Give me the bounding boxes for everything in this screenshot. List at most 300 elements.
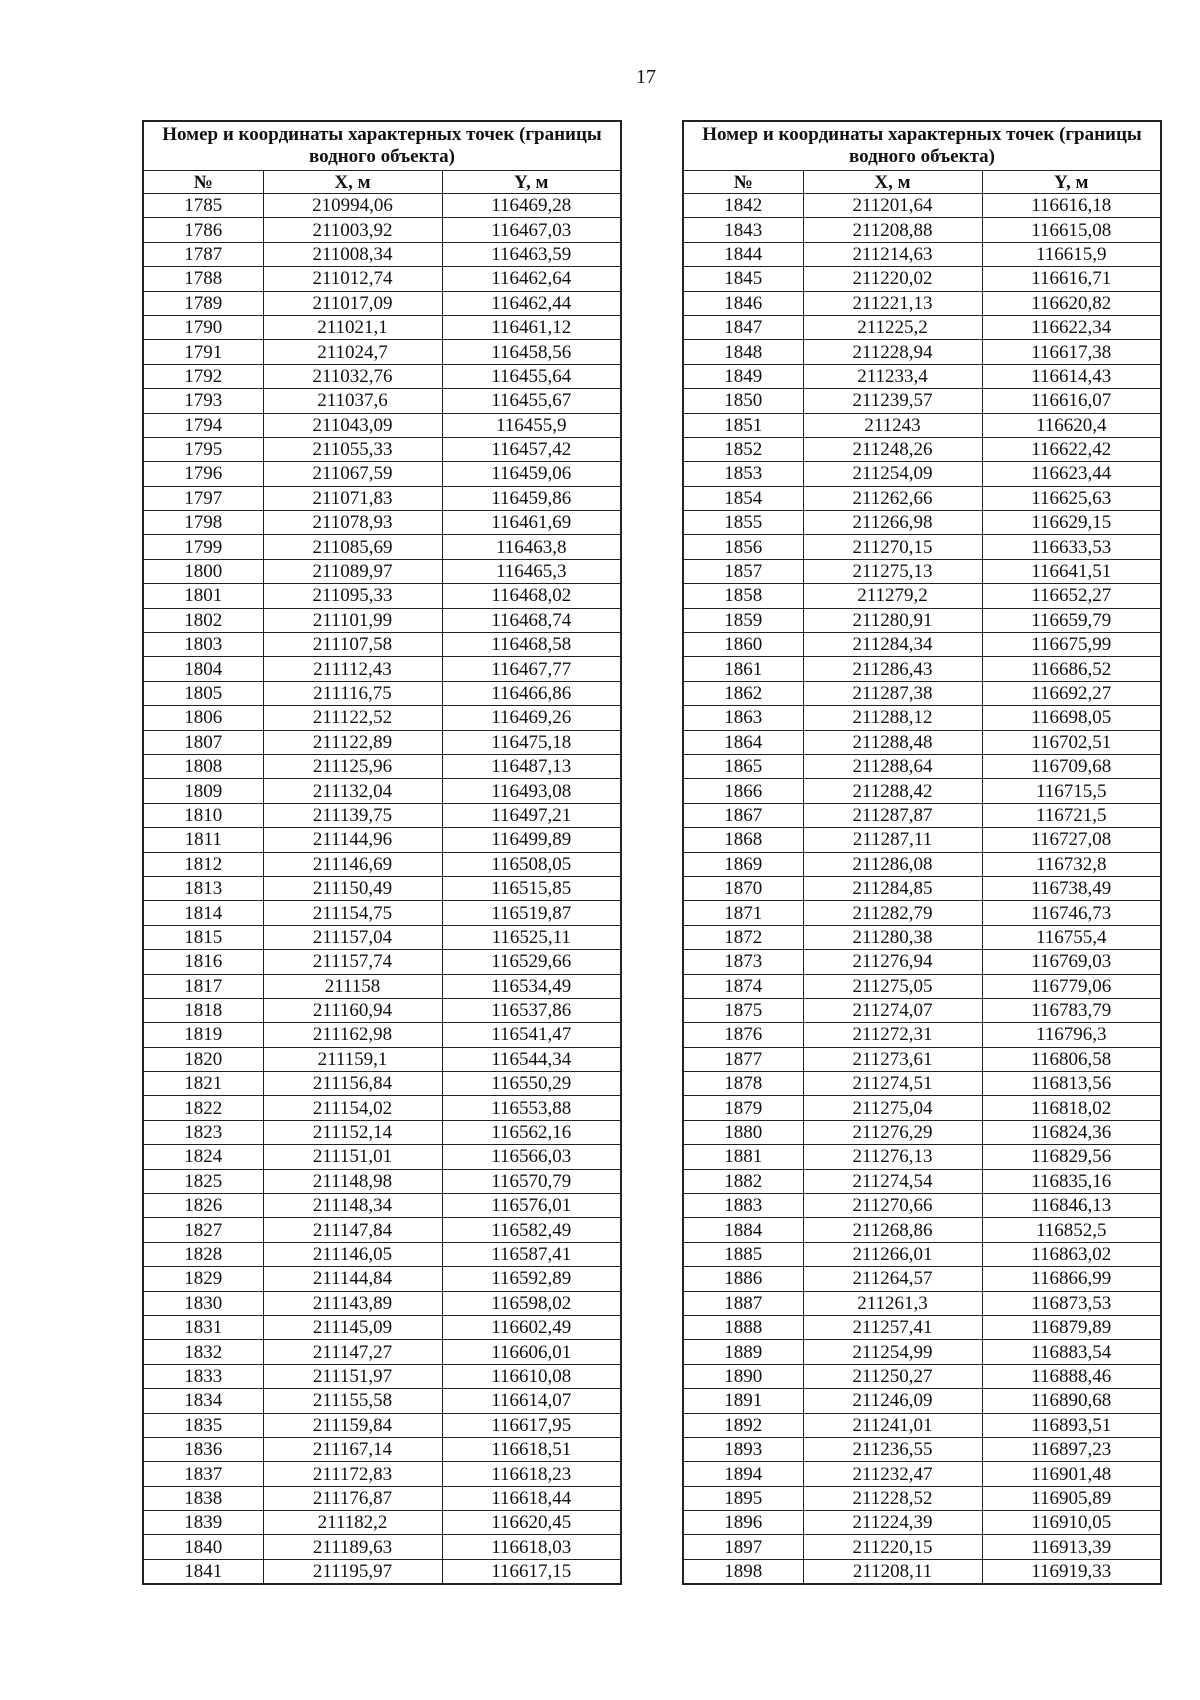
point-number-cell: 1818 <box>143 998 263 1022</box>
table-row <box>143 1120 621 1144</box>
table-row <box>143 486 621 510</box>
table-row <box>683 1559 1161 1584</box>
point-number-cell: 1831 <box>143 1315 263 1339</box>
point-number-cell: 1811 <box>143 828 263 852</box>
y-coordinate-cell: 116863,02 <box>982 1242 1161 1266</box>
table-row <box>143 657 621 681</box>
y-coordinate-cell: 116617,95 <box>442 1413 621 1437</box>
table-row <box>143 511 621 535</box>
y-coordinate-cell: 116469,28 <box>442 194 621 218</box>
x-coordinate-cell: 211154,75 <box>263 901 442 925</box>
y-coordinate-cell: 116888,46 <box>982 1364 1161 1388</box>
x-coordinate-cell: 211055,33 <box>263 437 442 461</box>
y-coordinate-cell: 116602,49 <box>442 1315 621 1339</box>
x-coordinate-cell: 211159,1 <box>263 1047 442 1071</box>
x-coordinate-cell: 211272,31 <box>803 1023 982 1047</box>
x-coordinate-cell: 211024,7 <box>263 340 442 364</box>
point-number-cell: 1877 <box>683 1047 803 1071</box>
table-row <box>143 706 621 730</box>
x-coordinate-cell: 211159,84 <box>263 1413 442 1437</box>
point-number-cell: 1785 <box>143 194 263 218</box>
y-coordinate-cell: 116455,64 <box>442 364 621 388</box>
y-coordinate-cell: 116493,08 <box>442 779 621 803</box>
point-number-cell: 1851 <box>683 413 803 437</box>
x-coordinate-cell: 211122,89 <box>263 730 442 754</box>
table-row <box>683 535 1161 559</box>
table-title: Номер и координаты характерных точек (границы водного объекта) <box>683 121 1161 171</box>
table-row <box>683 1413 1161 1437</box>
table-row <box>143 1267 621 1291</box>
table-row <box>683 462 1161 486</box>
y-coordinate-cell: 116715,5 <box>982 779 1161 803</box>
x-coordinate-cell: 211288,64 <box>803 754 982 778</box>
y-coordinate-cell: 116913,39 <box>982 1535 1161 1559</box>
y-coordinate-cell: 116659,79 <box>982 608 1161 632</box>
x-coordinate-cell: 211270,15 <box>803 535 982 559</box>
x-coordinate-cell: 211182,2 <box>263 1511 442 1535</box>
point-number-cell: 1792 <box>143 364 263 388</box>
point-number-cell: 1834 <box>143 1389 263 1413</box>
table-row <box>683 1315 1161 1339</box>
y-coordinate-cell: 116783,79 <box>982 998 1161 1022</box>
point-number-cell: 1790 <box>143 315 263 339</box>
y-coordinate-cell: 116550,29 <box>442 1072 621 1096</box>
table-row <box>683 706 1161 730</box>
x-coordinate-cell: 211280,91 <box>803 608 982 632</box>
point-number-cell: 1869 <box>683 852 803 876</box>
x-coordinate-cell: 211270,66 <box>803 1194 982 1218</box>
table-row <box>143 1023 621 1047</box>
y-coordinate-cell: 116468,74 <box>442 608 621 632</box>
y-coordinate-cell: 116919,33 <box>982 1559 1161 1584</box>
table-row <box>683 413 1161 437</box>
table-row <box>143 828 621 852</box>
y-coordinate-cell: 116618,44 <box>442 1486 621 1510</box>
point-number-cell: 1805 <box>143 681 263 705</box>
table-row <box>683 315 1161 339</box>
table-row <box>683 511 1161 535</box>
table-body <box>683 194 1161 1585</box>
table-row <box>143 535 621 559</box>
point-number-cell: 1842 <box>683 194 803 218</box>
table-row <box>143 1291 621 1315</box>
table-row <box>143 437 621 461</box>
table-row <box>143 1340 621 1364</box>
y-coordinate-cell: 116467,77 <box>442 657 621 681</box>
table-row <box>143 803 621 827</box>
y-coordinate-cell: 116592,89 <box>442 1267 621 1291</box>
point-number-cell: 1823 <box>143 1120 263 1144</box>
table-row <box>143 389 621 413</box>
y-coordinate-cell: 116641,51 <box>982 559 1161 583</box>
table-row <box>683 828 1161 852</box>
point-number-cell: 1830 <box>143 1291 263 1315</box>
y-coordinate-cell: 116629,15 <box>982 511 1161 535</box>
table-row <box>683 486 1161 510</box>
table-row <box>143 1511 621 1535</box>
point-number-cell: 1786 <box>143 218 263 242</box>
y-coordinate-cell: 116455,9 <box>442 413 621 437</box>
x-coordinate-cell: 211189,63 <box>263 1535 442 1559</box>
x-coordinate-cell: 211071,83 <box>263 486 442 510</box>
point-number-cell: 1793 <box>143 389 263 413</box>
table-row <box>143 1169 621 1193</box>
x-coordinate-cell: 211150,49 <box>263 876 442 900</box>
x-coordinate-cell: 211273,61 <box>803 1047 982 1071</box>
point-number-cell: 1897 <box>683 1535 803 1559</box>
y-coordinate-cell: 116852,5 <box>982 1218 1161 1242</box>
x-coordinate-cell: 211172,83 <box>263 1462 442 1486</box>
y-coordinate-cell: 116468,02 <box>442 584 621 608</box>
y-coordinate-cell: 116732,8 <box>982 852 1161 876</box>
x-coordinate-cell: 211288,12 <box>803 706 982 730</box>
y-coordinate-cell: 116652,27 <box>982 584 1161 608</box>
x-coordinate-cell: 211236,55 <box>803 1437 982 1461</box>
point-number-cell: 1796 <box>143 462 263 486</box>
point-number-cell: 1849 <box>683 364 803 388</box>
point-number-cell: 1802 <box>143 608 263 632</box>
y-coordinate-cell: 116615,9 <box>982 242 1161 266</box>
point-number-cell: 1840 <box>143 1535 263 1559</box>
table-row <box>683 1194 1161 1218</box>
point-number-cell: 1803 <box>143 633 263 657</box>
table-row <box>683 584 1161 608</box>
table-row <box>683 1291 1161 1315</box>
point-number-cell: 1872 <box>683 925 803 949</box>
table-row <box>143 1413 621 1437</box>
y-coordinate-cell: 116537,86 <box>442 998 621 1022</box>
x-coordinate-cell: 211107,58 <box>263 633 442 657</box>
point-number-cell: 1821 <box>143 1072 263 1096</box>
y-coordinate-cell: 116620,82 <box>982 291 1161 315</box>
y-coordinate-cell: 116562,16 <box>442 1120 621 1144</box>
table-row <box>683 559 1161 583</box>
y-coordinate-cell: 116873,53 <box>982 1291 1161 1315</box>
x-coordinate-cell: 211239,57 <box>803 389 982 413</box>
point-number-cell: 1847 <box>683 315 803 339</box>
x-coordinate-cell: 211275,05 <box>803 974 982 998</box>
y-coordinate-cell: 116702,51 <box>982 730 1161 754</box>
table-row <box>143 413 621 437</box>
point-number-cell: 1837 <box>143 1462 263 1486</box>
x-coordinate-cell: 211276,94 <box>803 950 982 974</box>
x-coordinate-cell: 211275,13 <box>803 559 982 583</box>
x-coordinate-cell: 211151,01 <box>263 1145 442 1169</box>
point-number-cell: 1867 <box>683 803 803 827</box>
x-coordinate-cell: 211021,1 <box>263 315 442 339</box>
table-row <box>683 608 1161 632</box>
y-coordinate-cell: 116796,3 <box>982 1023 1161 1047</box>
x-coordinate-cell: 211280,38 <box>803 925 982 949</box>
y-coordinate-cell: 116499,89 <box>442 828 621 852</box>
y-coordinate-cell: 116675,99 <box>982 633 1161 657</box>
table-row <box>143 901 621 925</box>
y-coordinate-cell: 116458,56 <box>442 340 621 364</box>
x-coordinate-cell: 211279,2 <box>803 584 982 608</box>
point-number-cell: 1866 <box>683 779 803 803</box>
table-row <box>143 925 621 949</box>
point-number-cell: 1835 <box>143 1413 263 1437</box>
y-coordinate-cell: 116633,53 <box>982 535 1161 559</box>
table-row <box>683 1145 1161 1169</box>
y-coordinate-cell: 116463,8 <box>442 535 621 559</box>
table-row <box>683 754 1161 778</box>
x-coordinate-cell: 211156,84 <box>263 1072 442 1096</box>
y-coordinate-cell: 116866,99 <box>982 1267 1161 1291</box>
table-row <box>683 267 1161 291</box>
x-coordinate-cell: 211220,02 <box>803 267 982 291</box>
table-row <box>683 1242 1161 1266</box>
point-number-cell: 1794 <box>143 413 263 437</box>
point-number-cell: 1859 <box>683 608 803 632</box>
x-coordinate-cell: 211145,09 <box>263 1315 442 1339</box>
x-coordinate-cell: 211158 <box>263 974 442 998</box>
x-coordinate-cell: 211276,13 <box>803 1145 982 1169</box>
point-number-cell: 1896 <box>683 1511 803 1535</box>
point-number-cell: 1871 <box>683 901 803 925</box>
point-number-cell: 1855 <box>683 511 803 535</box>
y-coordinate-cell: 116541,47 <box>442 1023 621 1047</box>
table-row <box>143 1096 621 1120</box>
table-row <box>683 730 1161 754</box>
y-coordinate-cell: 116457,42 <box>442 437 621 461</box>
x-coordinate-cell: 211286,08 <box>803 852 982 876</box>
table-row <box>143 242 621 266</box>
x-coordinate-cell: 211262,66 <box>803 486 982 510</box>
x-coordinate-cell: 211112,43 <box>263 657 442 681</box>
y-coordinate-cell: 116614,43 <box>982 364 1161 388</box>
table-row <box>143 1559 621 1584</box>
y-coordinate-cell: 116459,06 <box>442 462 621 486</box>
x-coordinate-cell: 211246,09 <box>803 1389 982 1413</box>
table-row <box>683 1462 1161 1486</box>
table-row <box>143 608 621 632</box>
point-number-cell: 1854 <box>683 486 803 510</box>
table-row <box>683 633 1161 657</box>
point-number-cell: 1812 <box>143 852 263 876</box>
table-row <box>143 852 621 876</box>
y-coordinate-cell: 116582,49 <box>442 1218 621 1242</box>
y-coordinate-cell: 116534,49 <box>442 974 621 998</box>
table-row <box>143 1437 621 1461</box>
x-coordinate-cell: 211284,34 <box>803 633 982 657</box>
x-coordinate-cell: 211257,41 <box>803 1315 982 1339</box>
y-coordinate-cell: 116755,4 <box>982 925 1161 949</box>
y-coordinate-cell: 116462,44 <box>442 291 621 315</box>
y-coordinate-cell: 116901,48 <box>982 1462 1161 1486</box>
y-coordinate-cell: 116910,05 <box>982 1511 1161 1535</box>
x-coordinate-cell: 211152,14 <box>263 1120 442 1144</box>
point-number-cell: 1878 <box>683 1072 803 1096</box>
x-coordinate-cell: 211261,3 <box>803 1291 982 1315</box>
x-coordinate-cell: 211157,74 <box>263 950 442 974</box>
y-coordinate-cell: 116467,03 <box>442 218 621 242</box>
table-row <box>683 1437 1161 1461</box>
point-number-cell: 1810 <box>143 803 263 827</box>
table-row <box>143 1462 621 1486</box>
x-coordinate-cell: 211139,75 <box>263 803 442 827</box>
x-coordinate-cell: 211012,74 <box>263 267 442 291</box>
point-number-cell: 1807 <box>143 730 263 754</box>
point-number-cell: 1846 <box>683 291 803 315</box>
x-coordinate-cell: 211162,98 <box>263 1023 442 1047</box>
table-row <box>683 925 1161 949</box>
table-row <box>143 1145 621 1169</box>
y-coordinate-cell: 116893,51 <box>982 1413 1161 1437</box>
x-coordinate-cell: 211144,84 <box>263 1267 442 1291</box>
point-number-cell: 1880 <box>683 1120 803 1144</box>
y-coordinate-cell: 116610,08 <box>442 1364 621 1388</box>
table-row <box>143 340 621 364</box>
x-coordinate-cell: 211286,43 <box>803 657 982 681</box>
x-coordinate-cell: 211148,98 <box>263 1169 442 1193</box>
point-number-cell: 1817 <box>143 974 263 998</box>
x-coordinate-cell: 211274,54 <box>803 1169 982 1193</box>
x-coordinate-cell: 211078,93 <box>263 511 442 535</box>
table-row <box>683 974 1161 998</box>
table-row <box>683 1267 1161 1291</box>
table-row <box>143 218 621 242</box>
y-coordinate-cell: 116622,42 <box>982 437 1161 461</box>
point-number-cell: 1886 <box>683 1267 803 1291</box>
column-header-number: № <box>143 171 263 194</box>
x-coordinate-cell: 211268,86 <box>803 1218 982 1242</box>
point-number-cell: 1827 <box>143 1218 263 1242</box>
y-coordinate-cell: 116475,18 <box>442 730 621 754</box>
x-coordinate-cell: 211274,51 <box>803 1072 982 1096</box>
y-coordinate-cell: 116519,87 <box>442 901 621 925</box>
point-number-cell: 1888 <box>683 1315 803 1339</box>
x-coordinate-cell: 211017,09 <box>263 291 442 315</box>
point-number-cell: 1797 <box>143 486 263 510</box>
point-number-cell: 1824 <box>143 1145 263 1169</box>
x-coordinate-cell: 211241,01 <box>803 1413 982 1437</box>
x-coordinate-cell: 211148,34 <box>263 1194 442 1218</box>
y-coordinate-cell: 116468,58 <box>442 633 621 657</box>
table-row <box>683 901 1161 925</box>
point-number-cell: 1789 <box>143 291 263 315</box>
point-number-cell: 1879 <box>683 1096 803 1120</box>
table-row <box>143 267 621 291</box>
point-number-cell: 1853 <box>683 462 803 486</box>
x-coordinate-cell: 211266,01 <box>803 1242 982 1266</box>
x-coordinate-cell: 211146,69 <box>263 852 442 876</box>
point-number-cell: 1844 <box>683 242 803 266</box>
y-coordinate-cell: 116617,38 <box>982 340 1161 364</box>
y-coordinate-cell: 116465,3 <box>442 559 621 583</box>
table-row <box>683 657 1161 681</box>
table-row <box>143 974 621 998</box>
table-row <box>683 340 1161 364</box>
x-coordinate-cell: 211144,96 <box>263 828 442 852</box>
y-coordinate-cell: 116614,07 <box>442 1389 621 1413</box>
table-row <box>143 291 621 315</box>
x-coordinate-cell: 211095,33 <box>263 584 442 608</box>
point-number-cell: 1848 <box>683 340 803 364</box>
x-coordinate-cell: 211220,15 <box>803 1535 982 1559</box>
y-coordinate-cell: 116846,13 <box>982 1194 1161 1218</box>
x-coordinate-cell: 211266,98 <box>803 511 982 535</box>
y-coordinate-cell: 116497,21 <box>442 803 621 827</box>
point-number-cell: 1861 <box>683 657 803 681</box>
point-number-cell: 1850 <box>683 389 803 413</box>
x-coordinate-cell: 211147,84 <box>263 1218 442 1242</box>
coordinates-table-left <box>142 120 622 1585</box>
table-row <box>143 194 621 218</box>
y-coordinate-cell: 116709,68 <box>982 754 1161 778</box>
y-coordinate-cell: 116455,67 <box>442 389 621 413</box>
x-coordinate-cell: 211214,63 <box>803 242 982 266</box>
point-number-cell: 1889 <box>683 1340 803 1364</box>
table-row <box>683 1096 1161 1120</box>
point-number-cell: 1865 <box>683 754 803 778</box>
column-header-y: Y, м <box>442 171 621 194</box>
table-row <box>683 437 1161 461</box>
table-row <box>683 1486 1161 1510</box>
y-coordinate-cell: 116598,02 <box>442 1291 621 1315</box>
x-coordinate-cell: 211287,38 <box>803 681 982 705</box>
x-coordinate-cell: 211176,87 <box>263 1486 442 1510</box>
x-coordinate-cell: 211282,79 <box>803 901 982 925</box>
x-coordinate-cell: 211089,97 <box>263 559 442 583</box>
table-row <box>143 1364 621 1388</box>
point-number-cell: 1874 <box>683 974 803 998</box>
table-row <box>143 1194 621 1218</box>
y-coordinate-cell: 116618,23 <box>442 1462 621 1486</box>
table-row <box>143 315 621 339</box>
x-coordinate-cell: 211225,2 <box>803 315 982 339</box>
y-coordinate-cell: 116616,71 <box>982 267 1161 291</box>
x-coordinate-cell: 211224,39 <box>803 1511 982 1535</box>
y-coordinate-cell: 116606,01 <box>442 1340 621 1364</box>
x-coordinate-cell: 211195,97 <box>263 1559 442 1584</box>
table-row <box>683 1047 1161 1071</box>
x-coordinate-cell: 211243 <box>803 413 982 437</box>
table-row <box>683 852 1161 876</box>
x-coordinate-cell: 211147,27 <box>263 1340 442 1364</box>
table-row <box>143 584 621 608</box>
x-coordinate-cell: 211008,34 <box>263 242 442 266</box>
point-number-cell: 1863 <box>683 706 803 730</box>
y-coordinate-cell: 116615,08 <box>982 218 1161 242</box>
table-row <box>683 1169 1161 1193</box>
y-coordinate-cell: 116618,03 <box>442 1535 621 1559</box>
x-coordinate-cell: 211085,69 <box>263 535 442 559</box>
x-coordinate-cell: 211250,27 <box>803 1364 982 1388</box>
point-number-cell: 1882 <box>683 1169 803 1193</box>
table-row <box>683 389 1161 413</box>
table-row <box>683 194 1161 218</box>
table-row <box>143 876 621 900</box>
table-row <box>143 681 621 705</box>
y-coordinate-cell: 116544,34 <box>442 1047 621 1071</box>
point-number-cell: 1873 <box>683 950 803 974</box>
x-coordinate-cell: 211248,26 <box>803 437 982 461</box>
table-row <box>683 803 1161 827</box>
x-coordinate-cell: 211132,04 <box>263 779 442 803</box>
x-coordinate-cell: 211254,09 <box>803 462 982 486</box>
y-coordinate-cell: 116462,64 <box>442 267 621 291</box>
point-number-cell: 1887 <box>683 1291 803 1315</box>
point-number-cell: 1799 <box>143 535 263 559</box>
y-coordinate-cell: 116883,54 <box>982 1340 1161 1364</box>
y-coordinate-cell: 116692,27 <box>982 681 1161 705</box>
point-number-cell: 1856 <box>683 535 803 559</box>
point-number-cell: 1809 <box>143 779 263 803</box>
y-coordinate-cell: 116529,66 <box>442 950 621 974</box>
point-number-cell: 1883 <box>683 1194 803 1218</box>
point-number-cell: 1843 <box>683 218 803 242</box>
